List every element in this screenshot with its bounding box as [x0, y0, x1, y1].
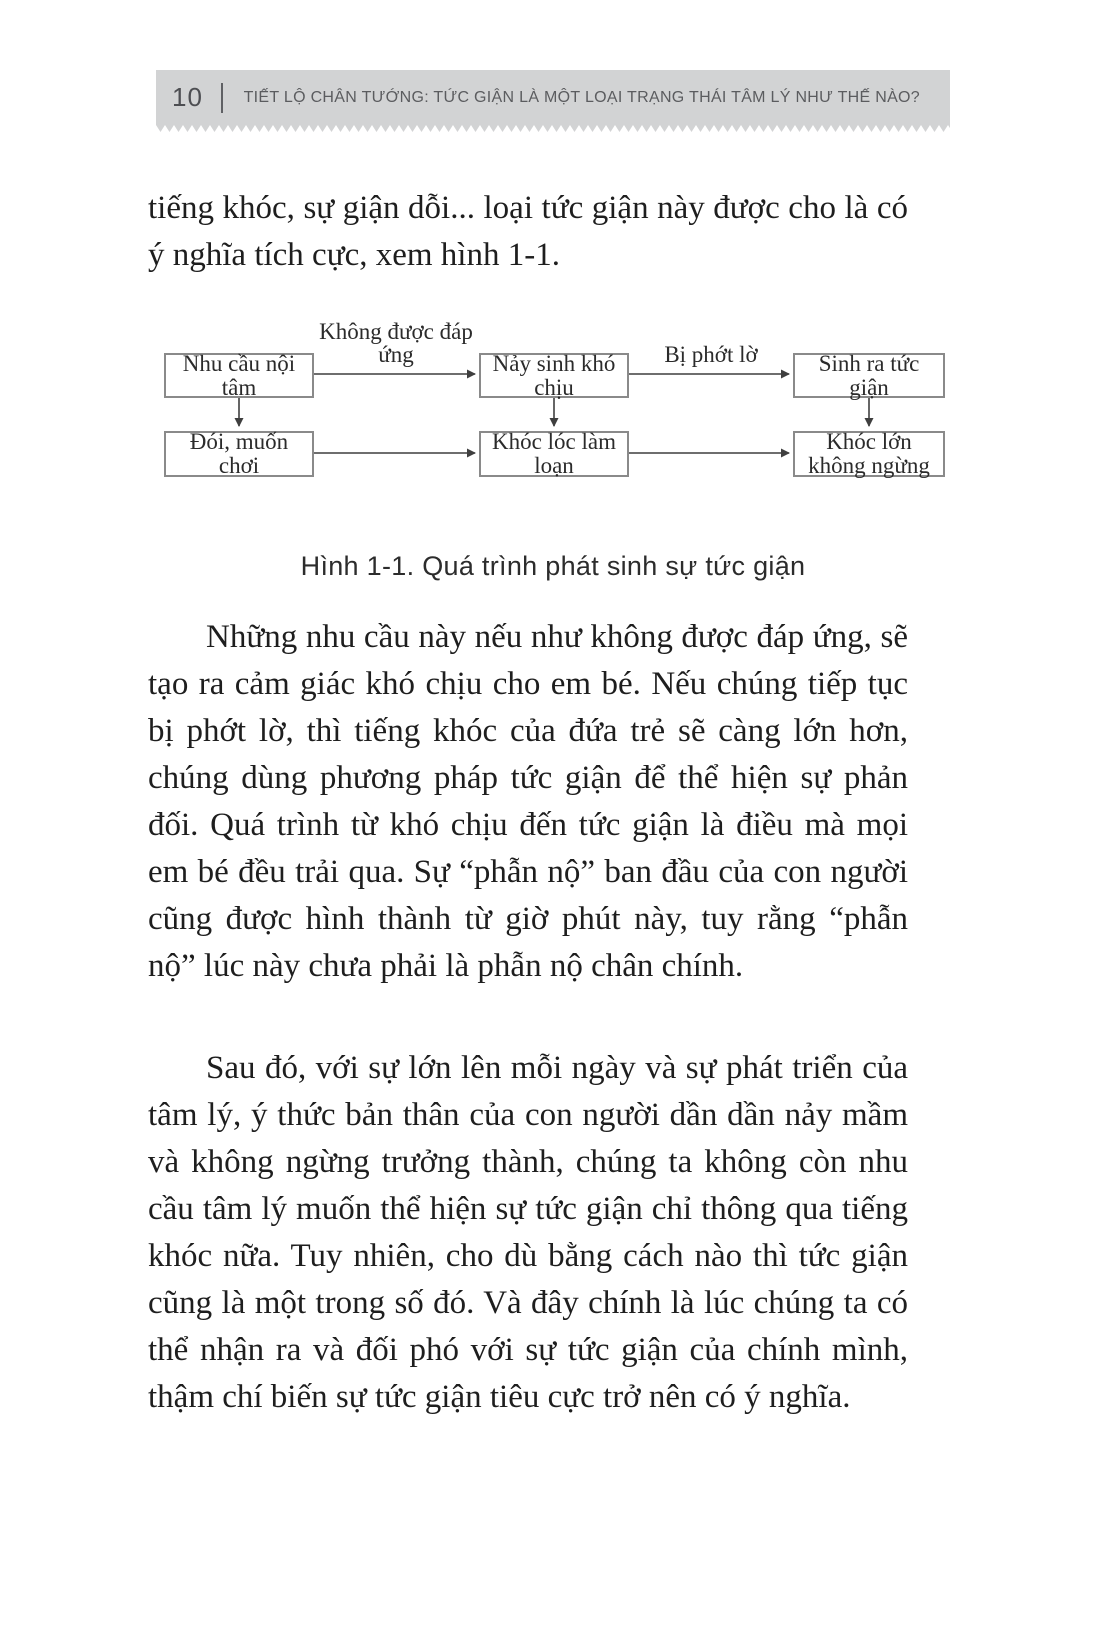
flow-box-crying-nonstop: Khóc lớn không ngừng [793, 431, 945, 477]
paragraph-growing-up: Sau đó, với sự lớn lên mỗi ngày và sự phát triển của tâm lý, ý thức bản thân của con người dần dần nảy mầm và không ngừng trưởng thành, chúng ta không còn nhu cầu tâm lý muốn thể hiện sự tức giận chỉ thông qua tiếng khóc nữa. Tuy nhiên, cho dù bằng cách nào thì tức giận cũng là một trong số đó. Và đây chính là lúc chúng ta có thể nhận ra và đối phó với sự tức giận của chính mình, thậm chí biến sự tức giận tiêu cực trở nên có ý nghĩa. [148, 1050, 908, 1415]
arrow-label-ignored: Bị phớt lờ [664, 342, 758, 367]
running-header-title: TIẾT LỘ CHÂN TƯỚNG: TỨC GIẬN LÀ MỘT LOẠI TRẠNG THÁI TÂM LÝ NHƯ THẾ NÀO? [243, 88, 920, 106]
figure-caption: Hình 1-1. Quá trình phát sinh sự tức giận [300, 551, 806, 581]
flow-box-hungry-play: Đói, muốn chơi [164, 431, 314, 477]
body-text-block [148, 614, 908, 1476]
header-zigzag-edge [156, 125, 950, 132]
running-header-bar [156, 70, 950, 125]
flow-box-anger: Sinh ra tức giận [793, 353, 945, 398]
paragraph-needs-unmet: Những nhu cầu này nếu như không được đáp ứng, sẽ tạo ra cảm giác khó chịu cho em bé. Nếu chúng tiếp tục bị phớt lờ, thì tiếng khóc của đứa trẻ sẽ càng lớn hơn, chúng dùng phương pháp tức giận để thể hiện sự phản đối. Quá trình từ khó chịu đến tức giận là điều mà mọi em bé đều trải qua. Sự “phẫn nộ” ban đầu của con người cũng được hình thành từ giờ phút này, tuy rằng “phẫn nộ” lúc này chưa phải là phẫn nộ chân chính. [148, 619, 908, 984]
page-header [156, 70, 950, 132]
arrow-label-not-met: Không được đáp ứng [319, 319, 473, 367]
page-number: 10 [172, 82, 203, 112]
flow-box-inner-need: Nhu cầu nội tâm [164, 353, 314, 398]
flow-box-discomfort: Nảy sinh khó chịu [479, 353, 629, 398]
paragraph-intro: tiếng khóc, sự giận dỗi... loại tức giận này được cho là có ý nghĩa tích cực, xem hình 1-1. [148, 190, 908, 273]
figure-1-1-flow-diagram [148, 290, 958, 490]
flow-box-crying-fuss: Khóc lóc làm loạn [479, 431, 629, 477]
